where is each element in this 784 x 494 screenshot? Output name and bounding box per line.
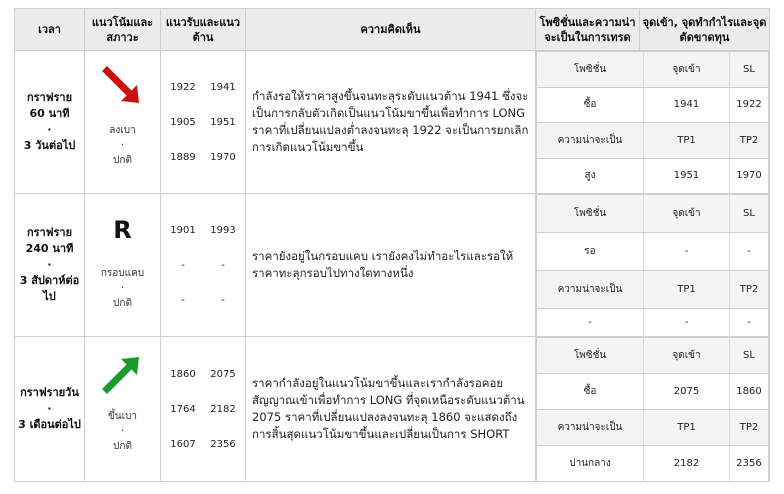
grid-tp1: - xyxy=(644,309,730,336)
comment-cell: ราคายังอยู่ในกรอบแคบ เรายังคงไม่ทำอะไรและรอให้ราคาทะลุกรอบไปทางใดทางหนึ่ง xyxy=(246,194,536,337)
grid-position: รอ xyxy=(537,233,644,271)
grid-head-probability: ความน่าจะเป็น xyxy=(537,123,644,159)
time-label: กราฟรายวัน xyxy=(20,386,79,399)
trend-label: ลงเบา xyxy=(109,125,136,136)
grid-head-entry: จุดเข้า xyxy=(644,195,730,233)
time-cell xyxy=(15,51,85,194)
resistance-2: 2182 xyxy=(210,403,236,415)
support-3: 1607 xyxy=(170,438,196,450)
trend-state: ปกติ xyxy=(113,441,132,452)
levels-cell xyxy=(161,337,246,482)
header-comment: ความคิดเห็น xyxy=(246,9,536,51)
time-sep: · xyxy=(47,258,52,271)
support-1: 1922 xyxy=(170,81,196,93)
grid-head-entry: จุดเข้า xyxy=(644,338,730,374)
trade-grid xyxy=(536,337,769,481)
arrow-up-right-icon xyxy=(101,351,145,395)
resistance-3: 2356 xyxy=(210,438,236,450)
grid-head-tp2: TP2 xyxy=(730,410,769,446)
time-horizon: 3 สัปดาห์ต่อไป xyxy=(19,274,80,303)
time-cell xyxy=(15,337,85,482)
grid-head-position: โพซิชั่น xyxy=(537,195,644,233)
grid-head-tp1: TP1 xyxy=(644,123,730,159)
trade-grid-cell xyxy=(536,51,770,194)
grid-position: ซื้อ xyxy=(537,374,644,410)
time-horizon: 3 วันต่อไป xyxy=(23,139,76,152)
trend-sep: · xyxy=(120,283,125,294)
trade-grid-cell xyxy=(536,194,770,337)
grid-entry: 1941 xyxy=(644,87,730,123)
trade-grid xyxy=(536,194,769,336)
support-2: - xyxy=(181,259,185,271)
trend-cell xyxy=(85,194,161,337)
support-2: 1764 xyxy=(170,403,196,415)
comment-cell: ราคากำลังอยู่ในแนวโน้มขาขึ้นและเรากำลังรอคอยสัญญาณเข้าเพื่อทำการ LONG ที่จุดเหนือระดับแนวต้าน 2075 ราคาที่เปลี่ยนแปลงลงจนทะลุ 1860 จะแสดงถึงการสิ้นสุดแนวโน้มขาขึ้นและเปลี่ยนเป็นการ SHORT xyxy=(246,337,536,482)
time-label: กราฟราย xyxy=(26,91,73,104)
trade-grid xyxy=(536,51,769,193)
trend-label: กรอบแคบ xyxy=(100,268,145,279)
range-icon: R xyxy=(113,216,132,244)
row-daily xyxy=(15,337,770,482)
trend-cell xyxy=(85,337,161,482)
grid-head-sl: SL xyxy=(730,52,769,88)
grid-probability: ปานกลาง xyxy=(537,446,644,481)
resistance-2: - xyxy=(221,259,225,271)
grid-head-tp2: TP2 xyxy=(730,271,769,309)
grid-sl: - xyxy=(730,233,769,271)
time-sep: · xyxy=(47,402,52,415)
grid-position: ซื้อ xyxy=(537,87,644,123)
forecast-table xyxy=(14,8,770,482)
levels-cell xyxy=(161,194,246,337)
grid-tp2: 2356 xyxy=(730,446,769,481)
time-frame: 240 นาที xyxy=(25,242,74,255)
grid-probability: สูง xyxy=(537,158,644,193)
grid-head-sl: SL xyxy=(730,195,769,233)
trend-cell xyxy=(85,51,161,194)
support-3: 1889 xyxy=(170,151,196,163)
header-trend: แนวโน้มและสภาวะ xyxy=(85,9,161,51)
support-1: 1860 xyxy=(170,368,196,380)
grid-tp1: 2182 xyxy=(644,446,730,481)
grid-sl: 1922 xyxy=(730,87,769,123)
header-position: โพซิชั่นและความน่าจะเป็นในการเทรด xyxy=(536,9,640,51)
resistance-2: 1951 xyxy=(210,116,236,128)
grid-head-position: โพซิชั่น xyxy=(537,338,644,374)
grid-head-tp1: TP1 xyxy=(644,271,730,309)
header-levels: แนวรับและแนวต้าน xyxy=(161,9,246,51)
grid-tp1: 1951 xyxy=(644,158,730,193)
time-sep: · xyxy=(47,123,52,136)
trend-sep: · xyxy=(120,426,125,437)
grid-entry: 2075 xyxy=(644,374,730,410)
comment-cell: กำลังรอให้ราคาสูงขึ้นจนทะลุระดับแนวต้าน 1941 ซึ่งจะเป็นการกลับตัวเกิดเป็นแนวโน้มขาขึ้นเพื่อทำการ LONG ราคาที่เปลี่ยนแปลงต่ำลงจนทะลุ 1922 จะเป็นการยกเลิกการเกิดแนวโน้มขาขึ้น xyxy=(246,51,536,194)
resistance-1: 1993 xyxy=(210,224,236,236)
time-label: กราฟราย xyxy=(26,226,73,239)
grid-head-probability: ความน่าจะเป็น xyxy=(537,410,644,446)
grid-sl: 1860 xyxy=(730,374,769,410)
grid-tp2: 1970 xyxy=(730,158,769,193)
row-240min xyxy=(15,194,770,337)
arrow-down-right-icon xyxy=(101,65,145,109)
grid-entry: - xyxy=(644,233,730,271)
row-60min xyxy=(15,51,770,194)
header-time: เวลา xyxy=(15,9,85,51)
resistance-1: 2075 xyxy=(210,368,236,380)
trend-state: ปกติ xyxy=(113,155,132,166)
header-entry: จุดเข้า, จุดทำกำไรและจุดตัดขาดทุน xyxy=(640,9,770,51)
grid-tp2: - xyxy=(730,309,769,336)
grid-head-position: โพซิชั่น xyxy=(537,52,644,88)
grid-probability: - xyxy=(537,309,644,336)
time-frame: 60 นาที xyxy=(29,107,70,120)
support-2: 1905 xyxy=(170,116,196,128)
resistance-1: 1941 xyxy=(210,81,236,93)
support-1: 1901 xyxy=(170,224,196,236)
levels-cell xyxy=(161,51,246,194)
header-row xyxy=(15,9,770,51)
trend-sep: · xyxy=(120,140,125,151)
trend-state: ปกติ xyxy=(113,298,132,309)
grid-head-probability: ความน่าจะเป็น xyxy=(537,271,644,309)
grid-head-sl: SL xyxy=(730,338,769,374)
resistance-3: 1970 xyxy=(210,151,236,163)
grid-head-tp1: TP1 xyxy=(644,410,730,446)
time-horizon: 3 เดือนต่อไป xyxy=(18,418,81,431)
resistance-3: - xyxy=(221,294,225,306)
grid-head-entry: จุดเข้า xyxy=(644,52,730,88)
trade-grid-cell xyxy=(536,337,770,482)
time-cell xyxy=(15,194,85,337)
support-3: - xyxy=(181,294,185,306)
trend-label: ขึ้นเบา xyxy=(107,411,138,422)
grid-head-tp2: TP2 xyxy=(730,123,769,159)
